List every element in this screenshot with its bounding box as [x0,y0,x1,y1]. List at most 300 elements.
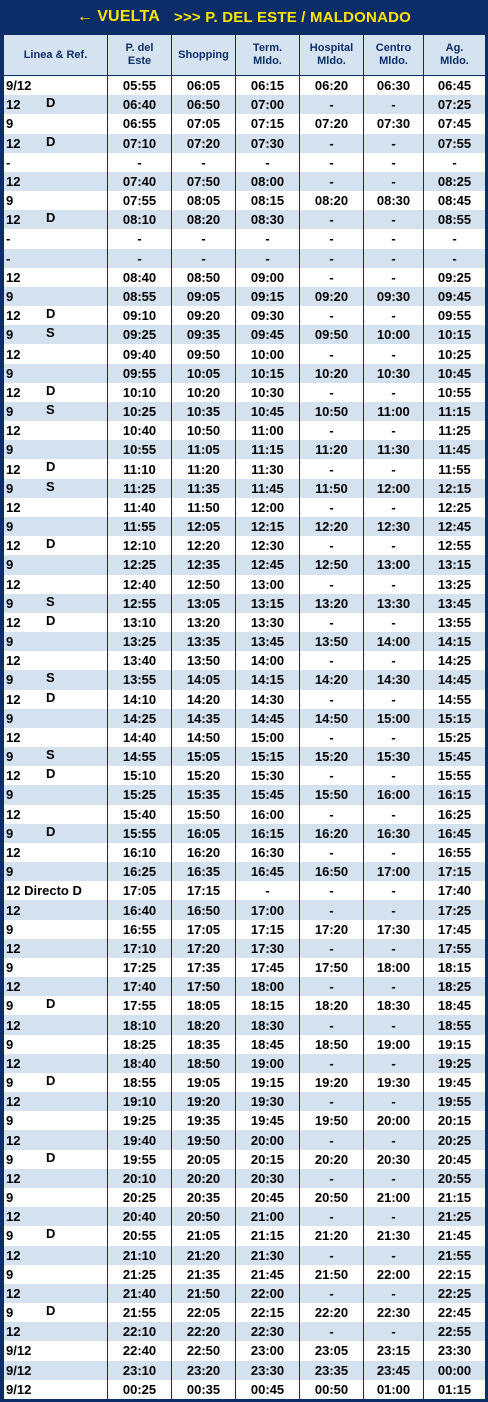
cell-ag-mldo: 18:45 [424,996,486,1015]
cell-shopping: 20:50 [172,1207,236,1226]
table-row [4,900,486,919]
cell-line-ref [4,536,108,555]
cell-hospital-mldo: 10:20 [300,364,364,383]
cell-ag-mldo: 14:45 [424,670,486,689]
cell-p-del-este: 12:10 [108,536,172,555]
cell-shopping: 18:35 [172,1035,236,1054]
cell-shopping: 21:20 [172,1246,236,1265]
cell-p-del-este: 20:25 [108,1188,172,1207]
cell-centro-mldo: 10:30 [364,364,424,383]
cell-ag-mldo: 19:55 [424,1092,486,1111]
cell-line: 12 [6,768,21,784]
cell-line-ref [4,939,108,958]
cell-centro-mldo: - [364,268,424,287]
cell-p-del-este: 12:40 [108,575,172,594]
cell-line-ref [4,843,108,862]
cell-term-mldo: 17:15 [236,920,300,939]
cell-shopping: 15:20 [172,766,236,785]
cell-line-ref [4,172,108,191]
cell-p-del-este: 06:40 [108,95,172,114]
table-row [4,114,486,133]
cell-p-del-este: 16:10 [108,843,172,862]
cell-hospital-mldo: - [300,306,364,325]
cell-term-mldo: 07:15 [236,114,300,133]
cell-line: 12 [6,691,21,707]
cell-term-mldo: 16:15 [236,824,300,843]
cell-line-ref [4,709,108,728]
cell-shopping: 17:50 [172,977,236,996]
cell-centro-mldo: 23:15 [364,1341,424,1360]
cell-ag-mldo: 10:15 [424,325,486,344]
cell-shopping: 12:20 [172,536,236,555]
cell-centro-mldo: 18:00 [364,958,424,977]
cell-line: 12 [6,1170,21,1186]
cell-line: 12 [6,212,21,228]
table-row [4,977,486,996]
cell-term-mldo: 14:30 [236,690,300,709]
table-row [4,1380,486,1399]
cell-hospital-mldo: - [300,268,364,287]
cell-centro-mldo: - [364,383,424,402]
cell-shopping: 14:50 [172,728,236,747]
cell-line-ref [4,76,108,96]
cell-centro-mldo: - [364,134,424,153]
cell-line-ref [4,805,108,824]
cell-hospital-mldo: 23:35 [300,1361,364,1380]
cell-p-del-este: 08:55 [108,287,172,306]
cell-ref-flag: S [46,401,55,417]
cell-ag-mldo: 12:55 [424,536,486,555]
cell-ref-flag: D [46,95,56,111]
cell-line-ref [4,1092,108,1111]
cell-hospital-mldo: - [300,1054,364,1073]
cell-ag-mldo: 19:15 [424,1035,486,1054]
cell-ag-mldo: 08:55 [424,210,486,229]
table-row [4,498,486,517]
cell-line: 9 [6,193,14,209]
cell-p-del-este: 06:55 [108,114,172,133]
cell-line-ref [4,1073,108,1092]
cell-shopping: 23:20 [172,1361,236,1380]
cell-line-ref [4,1341,108,1360]
cell-line: 9 [6,557,14,573]
cell-line: 9 [6,1266,14,1282]
table-row [4,1226,486,1245]
cell-centro-mldo: 16:00 [364,785,424,804]
cell-p-del-este: 13:25 [108,632,172,651]
cell-line-ref [4,1188,108,1207]
cell-shopping: 09:35 [172,325,236,344]
cell-line-ref [4,1322,108,1341]
cell-term-mldo: 14:45 [236,709,300,728]
cell-line-ref [4,632,108,651]
cell-shopping: 08:05 [172,191,236,210]
table-row [4,249,486,268]
cell-line: 12 [6,346,21,362]
cell-ag-mldo: 18:15 [424,958,486,977]
cell-centro-mldo: - [364,1322,424,1341]
cell-hospital-mldo: - [300,613,364,632]
table-row [4,785,486,804]
col-header-centro-mldo: Centro Mldo. [364,35,424,76]
cell-ag-mldo: 18:55 [424,1015,486,1034]
cell-centro-mldo: 22:30 [364,1303,424,1322]
cell-p-del-este: 18:55 [108,1073,172,1092]
cell-line-ref [4,651,108,670]
cell-line-ref [4,191,108,210]
cell-line: 12 [6,729,21,745]
cell-line: 9 [6,672,14,688]
cell-p-del-este: 19:55 [108,1150,172,1169]
table-row [4,555,486,574]
cell-line: 12 [6,1285,21,1301]
cell-line: 12 [6,1017,21,1033]
cell-ref-flag: D [46,210,56,226]
cell-shopping: 11:05 [172,440,236,459]
cell-term-mldo: 10:00 [236,344,300,363]
cell-ag-mldo: 20:45 [424,1150,486,1169]
table-row [4,1092,486,1111]
cell-hospital-mldo: 10:50 [300,402,364,421]
cell-ag-mldo: 17:45 [424,920,486,939]
cell-hospital-mldo: 08:20 [300,191,364,210]
cell-shopping: 16:50 [172,900,236,919]
table-row [4,728,486,747]
cell-hospital-mldo: 23:05 [300,1341,364,1360]
cell-p-del-este: 22:40 [108,1341,172,1360]
cell-shopping: 11:20 [172,459,236,478]
cell-line: 12 [6,844,21,860]
table-row [4,862,486,881]
cell-p-del-este: 05:55 [108,76,172,96]
cell-term-mldo: 12:30 [236,536,300,555]
cell-ag-mldo: - [424,249,486,268]
cell-ag-mldo: 22:15 [424,1265,486,1284]
table-row [4,268,486,287]
cell-term-mldo: 19:30 [236,1092,300,1111]
cell-p-del-este: 18:25 [108,1035,172,1054]
cell-centro-mldo: 19:00 [364,1035,424,1054]
cell-term-mldo: - [236,249,300,268]
cell-line-ref [4,1207,108,1226]
table-row [4,613,486,632]
table-row [4,1361,486,1380]
table-row [4,517,486,536]
cell-centro-mldo: - [364,95,424,114]
cell-shopping: 11:50 [172,498,236,517]
cell-line-ref [4,977,108,996]
cell-term-mldo: 19:45 [236,1111,300,1130]
cell-p-del-este: 17:10 [108,939,172,958]
cell-line: 12 [6,461,21,477]
cell-ref-flag: D [46,306,56,322]
cell-centro-mldo: - [364,1246,424,1265]
cell-ag-mldo: 11:55 [424,459,486,478]
cell-p-del-este: 17:05 [108,881,172,900]
table-row [4,364,486,383]
table-row [4,939,486,958]
cell-line-ref [4,728,108,747]
cell-term-mldo: 08:30 [236,210,300,229]
cell-term-mldo: 08:00 [236,172,300,191]
cell-line-ref [4,325,108,344]
cell-ag-mldo: 14:25 [424,651,486,670]
cell-line-ref [4,920,108,939]
cell-line: 12 [6,423,21,439]
cell-shopping: 10:20 [172,383,236,402]
cell-hospital-mldo: - [300,575,364,594]
cell-shopping: 17:15 [172,881,236,900]
cell-centro-mldo: 20:30 [364,1150,424,1169]
table-row [4,402,486,421]
cell-term-mldo: 16:00 [236,805,300,824]
table-row [4,958,486,977]
col-header-term-mldo: Term. Mldo. [236,35,300,76]
cell-centro-mldo: 18:30 [364,996,424,1015]
cell-term-mldo: 18:00 [236,977,300,996]
cell-hospital-mldo: 07:20 [300,114,364,133]
cell-line-ref [4,1015,108,1034]
cell-term-mldo: 18:30 [236,1015,300,1034]
cell-centro-mldo: - [364,229,424,248]
cell-ag-mldo: 22:25 [424,1284,486,1303]
cell-term-mldo: 17:00 [236,900,300,919]
cell-p-del-este: 13:55 [108,670,172,689]
cell-ag-mldo: 18:25 [424,977,486,996]
cell-centro-mldo: - [364,939,424,958]
cell-centro-mldo: 13:30 [364,594,424,613]
table-row [4,632,486,651]
cell-hospital-mldo: 18:50 [300,1035,364,1054]
cell-line: 9 [6,998,14,1014]
cell-line: 12 [6,979,21,995]
cell-line: - [6,231,11,247]
cell-p-del-este: 20:55 [108,1226,172,1245]
cell-centro-mldo: 16:30 [364,824,424,843]
cell-term-mldo: 11:30 [236,459,300,478]
table-row [4,1188,486,1207]
cell-centro-mldo: - [364,210,424,229]
cell-line-ref [4,1130,108,1149]
cell-p-del-este: 11:55 [108,517,172,536]
cell-line: 9 [6,634,14,650]
cell-term-mldo: 17:45 [236,958,300,977]
cell-hospital-mldo: 19:20 [300,1073,364,1092]
cell-p-del-este: 10:25 [108,402,172,421]
cell-line-ref [4,1035,108,1054]
cell-centro-mldo: - [364,728,424,747]
cell-line: 9 [6,1075,14,1091]
cell-p-del-este: 10:10 [108,383,172,402]
cell-line: 12 [6,538,21,554]
table-row [4,325,486,344]
cell-ag-mldo: 19:25 [424,1054,486,1073]
cell-shopping: 12:50 [172,575,236,594]
cell-shopping: 22:20 [172,1322,236,1341]
cell-p-del-este: 20:10 [108,1169,172,1188]
table-row [4,1130,486,1149]
cell-hospital-mldo: - [300,881,364,900]
cell-ag-mldo: - [424,229,486,248]
cell-shopping: 22:50 [172,1341,236,1360]
cell-shopping: 19:35 [172,1111,236,1130]
table-row [4,172,486,191]
cell-ag-mldo: 13:45 [424,594,486,613]
cell-shopping: 12:35 [172,555,236,574]
cell-shopping: 21:05 [172,1226,236,1245]
cell-centro-mldo: 09:30 [364,287,424,306]
header-row [4,35,486,76]
cell-hospital-mldo: - [300,1246,364,1265]
table-row [4,690,486,709]
cell-p-del-este: 11:25 [108,479,172,498]
cell-ag-mldo: 16:15 [424,785,486,804]
cell-shopping: 17:05 [172,920,236,939]
cell-line-ref [4,95,108,114]
cell-centro-mldo: 06:30 [364,76,424,96]
table-row [4,1073,486,1092]
cell-shopping: 21:50 [172,1284,236,1303]
cell-p-del-este: 07:10 [108,134,172,153]
cell-line-ref [4,690,108,709]
cell-term-mldo: 14:15 [236,670,300,689]
cell-term-mldo: 10:30 [236,383,300,402]
cell-shopping: 19:05 [172,1073,236,1092]
table-row [4,766,486,785]
cell-line: 12 [6,1247,21,1263]
cell-line-ref [4,575,108,594]
cell-centro-mldo: - [364,766,424,785]
cell-centro-mldo: - [364,1207,424,1226]
cell-p-del-este: 20:40 [108,1207,172,1226]
table-row [4,459,486,478]
cell-shopping: 08:20 [172,210,236,229]
cell-centro-mldo: 01:00 [364,1380,424,1399]
table-row [4,1111,486,1130]
table-row [4,479,486,498]
cell-term-mldo: 13:15 [236,594,300,613]
cell-term-mldo: 20:15 [236,1150,300,1169]
cell-centro-mldo: - [364,575,424,594]
cell-hospital-mldo: 20:50 [300,1188,364,1207]
cell-term-mldo: 15:45 [236,785,300,804]
table-row [4,670,486,689]
cell-p-del-este: 14:40 [108,728,172,747]
cell-hospital-mldo: 13:50 [300,632,364,651]
cell-p-del-este: 09:25 [108,325,172,344]
cell-ref-flag: S [46,747,55,763]
cell-shopping: 07:05 [172,114,236,133]
cell-ag-mldo: 14:55 [424,690,486,709]
cell-ag-mldo: 11:45 [424,440,486,459]
cell-line-ref [4,958,108,977]
cell-centro-mldo: - [364,459,424,478]
cell-hospital-mldo: - [300,1092,364,1111]
cell-term-mldo: 09:00 [236,268,300,287]
cell-line: 9 [6,519,14,535]
cell-line-ref [4,1303,108,1322]
cell-hospital-mldo: 11:50 [300,479,364,498]
cell-p-del-este: 14:10 [108,690,172,709]
cell-ag-mldo: 09:45 [424,287,486,306]
cell-term-mldo: 16:45 [236,862,300,881]
cell-term-mldo: 12:00 [236,498,300,517]
table-row [4,134,486,153]
cell-centro-mldo: - [364,249,424,268]
cell-term-mldo: 22:00 [236,1284,300,1303]
table-body [4,76,486,1400]
cell-line-ref [4,210,108,229]
cell-ag-mldo: 20:15 [424,1111,486,1130]
cell-term-mldo: 20:00 [236,1130,300,1149]
cell-term-mldo: 21:45 [236,1265,300,1284]
cell-shopping: 13:35 [172,632,236,651]
cell-shopping: 18:20 [172,1015,236,1034]
cell-shopping: 20:35 [172,1188,236,1207]
table-row [4,421,486,440]
cell-p-del-este: 13:10 [108,613,172,632]
cell-line: 9 [6,1228,14,1244]
cell-hospital-mldo: 21:20 [300,1226,364,1245]
cell-ag-mldo: 07:45 [424,114,486,133]
cell-ag-mldo: 13:55 [424,613,486,632]
cell-line: 12 [6,1055,21,1071]
cell-term-mldo: 12:45 [236,555,300,574]
cell-p-del-este: 15:25 [108,785,172,804]
cell-line: 12 [6,1324,21,1340]
cell-line: 9 [6,960,14,976]
cell-line: 12 [6,384,21,400]
cell-hospital-mldo: 18:20 [300,996,364,1015]
cell-term-mldo: 20:30 [236,1169,300,1188]
cell-centro-mldo: 21:00 [364,1188,424,1207]
table-row [4,1015,486,1034]
cell-ag-mldo: 15:45 [424,747,486,766]
cell-p-del-este: 18:40 [108,1054,172,1073]
cell-hospital-mldo: - [300,651,364,670]
cell-ag-mldo: 10:45 [424,364,486,383]
cell-centro-mldo: - [364,1015,424,1034]
cell-shopping: 08:50 [172,268,236,287]
cell-hospital-mldo: - [300,1207,364,1226]
cell-term-mldo: 06:15 [236,76,300,96]
cell-p-del-este: 12:25 [108,555,172,574]
cell-term-mldo: 15:30 [236,766,300,785]
cell-ag-mldo: 12:15 [424,479,486,498]
col-header-shopping: Shopping [172,35,236,76]
cell-centro-mldo: - [364,900,424,919]
cell-ag-mldo: 21:15 [424,1188,486,1207]
cell-centro-mldo: - [364,651,424,670]
table-row [4,287,486,306]
cell-centro-mldo: 19:30 [364,1073,424,1092]
cell-p-del-este: 07:55 [108,191,172,210]
cell-p-del-este: 08:40 [108,268,172,287]
cell-hospital-mldo: - [300,153,364,172]
cell-hospital-mldo: - [300,249,364,268]
cell-ag-mldo: 16:25 [424,805,486,824]
cell-line-ref [4,1380,108,1399]
cell-ref-flag: D [46,133,56,149]
cell-p-del-este: - [108,153,172,172]
cell-line-ref [4,249,108,268]
cell-centro-mldo: - [364,690,424,709]
cell-hospital-mldo: - [300,172,364,191]
cell-shopping: 00:35 [172,1380,236,1399]
cell-ag-mldo: 20:55 [424,1169,486,1188]
cell-line-ref [4,1226,108,1245]
table-row [4,383,486,402]
